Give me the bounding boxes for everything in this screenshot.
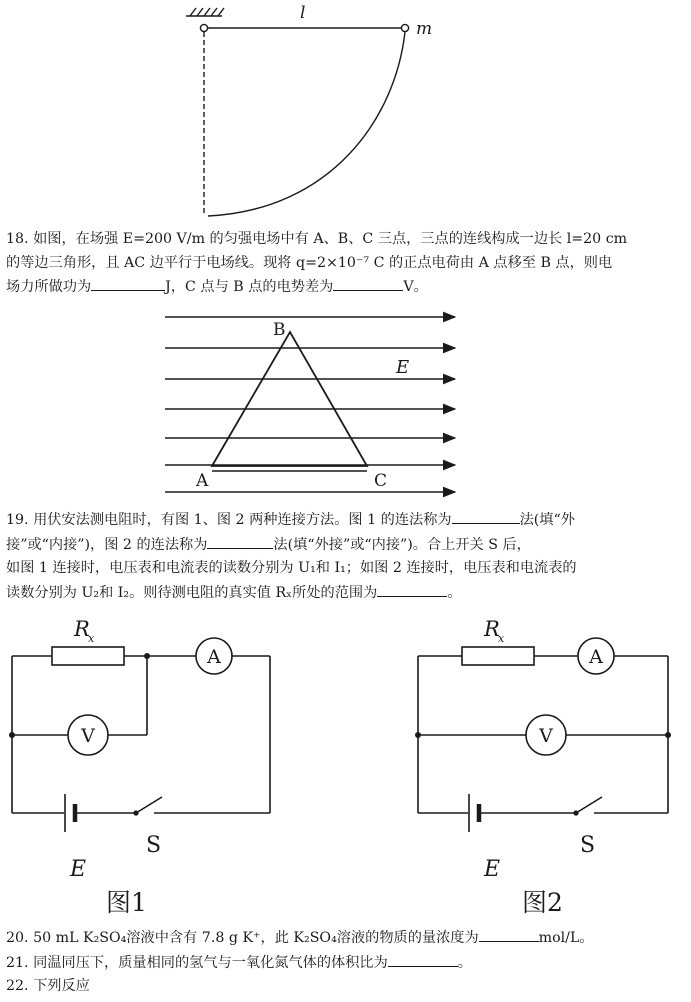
- equilateral-triangle: [212, 332, 367, 466]
- point-c-label: C: [374, 471, 388, 491]
- q20-text-b: mol/L。: [538, 930, 594, 946]
- questions-20-22: [6, 926, 686, 999]
- answer-blank: [91, 275, 165, 291]
- q18-line-3b: J，C 点与 B 点的电势差为: [165, 279, 334, 295]
- voltmeter-label: V: [81, 725, 95, 747]
- q19-line-3: 如图 1 连接时，电压表和电流表的读数分别为 U₁和 I₁；如图 2 连接时，电压表和电流表的: [6, 560, 577, 576]
- q21-text-a: 21. 同温同压下，质量相同的氢气与一氧化氮气体的体积比为: [6, 954, 388, 971]
- q18-line-1: 18. 如图，在场强 E=200 V/m 的匀强电场中有 A、B、C 三点，三点的连线构成一边长 l=20 cm: [6, 231, 628, 247]
- q18-line-2: 的等边三角形，且 AC 边平行于电场线。现将 q=2×10⁻⁷ C 的正点电荷由 A 点移至 B 点，则电: [6, 254, 613, 271]
- question-18: [6, 228, 686, 300]
- battery-label: E: [70, 857, 87, 882]
- resistor: [462, 647, 534, 665]
- answer-blank: [388, 951, 458, 967]
- q19-line-4: [6, 581, 686, 606]
- q21-text-b: 。: [457, 954, 472, 971]
- pendulum-mass-label: m: [416, 19, 433, 39]
- battery: [469, 794, 479, 832]
- q19-line-1b: 法(填“外: [519, 512, 575, 528]
- answer-blank: [377, 581, 447, 597]
- question-21: [6, 951, 686, 976]
- answer-blank: [207, 533, 273, 549]
- electric-field-figure: [160, 305, 470, 500]
- question-22: 22. 下列反应: [6, 978, 90, 994]
- q19-line-4b: 。: [447, 584, 462, 601]
- figure-2-caption: 图2: [522, 888, 563, 917]
- circuit-figure-2: [410, 608, 685, 918]
- field-e-label: E: [396, 357, 410, 378]
- pendulum-figure: [180, 0, 440, 225]
- ammeter-label: A: [207, 646, 221, 668]
- battery: [65, 794, 75, 832]
- resistor: [52, 647, 124, 665]
- q19-line-4a: 读数分别为 U₂和 I₂。则待测电阻的真实值 Rₓ所处的范围为: [6, 584, 378, 601]
- switch-label: S: [580, 833, 596, 858]
- answer-blank: [452, 508, 520, 524]
- switch: [136, 797, 162, 813]
- q19-line-1: [6, 508, 686, 533]
- point-b-label: B: [273, 320, 286, 340]
- q18-line-3c: V。: [403, 279, 428, 295]
- point-a-label: A: [196, 471, 209, 491]
- pendulum-length-label: l: [300, 3, 306, 23]
- circuit-figure-1: [0, 608, 290, 918]
- question-19: [6, 508, 686, 605]
- answer-blank: [479, 926, 539, 942]
- resistor-subscript: x: [88, 632, 95, 645]
- figure-1-caption: 图1: [106, 888, 147, 917]
- q19-line-2b: 法(填“外接”或“内接”)。合上开关 S 后，: [273, 536, 531, 553]
- q18-line-3a: 场力所做功为: [6, 279, 92, 295]
- q19-line-2a: 接”或“内接”)，图 2 的连法称为: [6, 536, 208, 553]
- ammeter-label: A: [589, 646, 603, 668]
- switch: [576, 797, 602, 813]
- resistor-label: R: [74, 617, 90, 641]
- q19-line-2: [6, 533, 686, 558]
- battery-label: E: [484, 857, 501, 882]
- q18-line-3: [6, 275, 686, 300]
- question-20: [6, 926, 686, 951]
- q20-text-a: 20. 50 mL K₂SO₄溶液中含有 7.8 g K⁺，此 K₂SO₄溶液的物质的量浓度为: [6, 930, 479, 946]
- answer-blank: [333, 275, 403, 291]
- resistor-subscript: x: [498, 632, 505, 645]
- resistor-label: R: [484, 617, 500, 641]
- q19-line-1a: 19. 用伏安法测电阻时，有图 1、图 2 两种连接方法。图 1 的连法称为: [6, 512, 452, 528]
- voltmeter-label: V: [539, 725, 553, 747]
- switch-label: S: [146, 833, 162, 858]
